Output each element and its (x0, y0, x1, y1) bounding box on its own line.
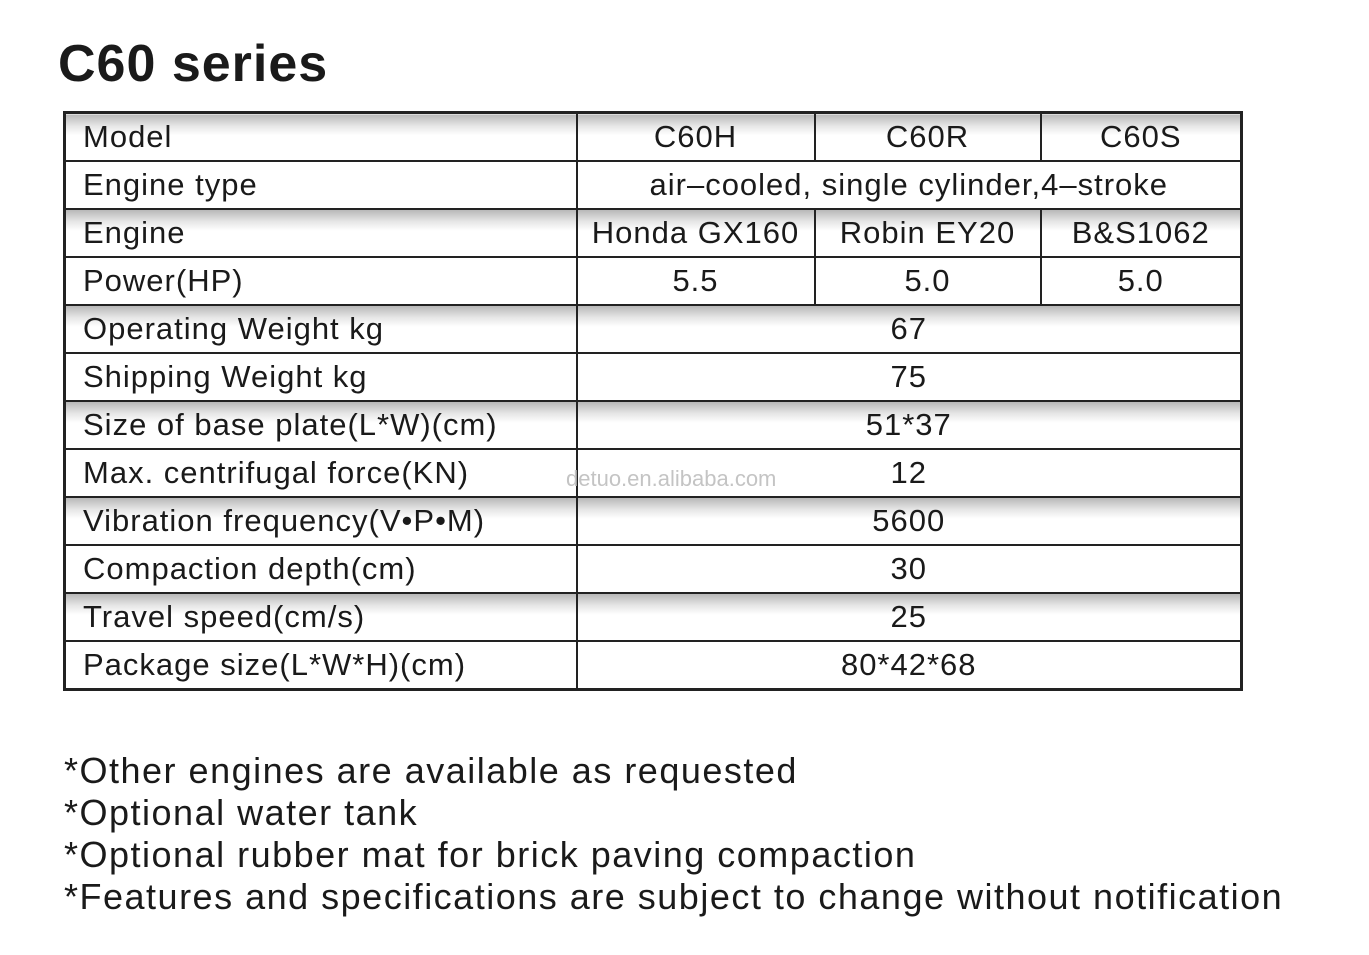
row-value: 67 (577, 305, 1242, 353)
row-value: C60S (1041, 113, 1242, 162)
row-label: Max. centrifugal force(KN) (65, 449, 577, 497)
row-value: 5.0 (815, 257, 1041, 305)
table-row (65, 497, 1242, 545)
row-value: 25 (577, 593, 1242, 641)
row-label: Power(HP) (65, 257, 577, 305)
watermark: detuo.en.alibaba.com (566, 466, 777, 491)
row-value: 5.0 (1041, 257, 1242, 305)
note: *Other engines are available as requested (64, 750, 798, 791)
row-value: air–cooled, single cylinder,4–stroke (577, 161, 1242, 209)
table-row (65, 641, 1242, 690)
row-value: B&S1062 (1041, 209, 1242, 257)
row-value: 5600 (577, 497, 1242, 545)
table-row (65, 353, 1242, 401)
note: *Optional water tank (64, 792, 419, 833)
table-row (65, 161, 1242, 209)
row-label: Package size(L*W*H)(cm) (65, 641, 577, 690)
row-label: Vibration frequency(V•P•M) (65, 497, 577, 545)
row-value: 75 (577, 353, 1242, 401)
row-value: C60H (577, 113, 815, 162)
table-row (65, 209, 1242, 257)
row-label: Model (65, 113, 577, 162)
row-label: Operating Weight kg (65, 305, 577, 353)
row-value: 5.5 (577, 257, 815, 305)
row-value: Honda GX160 (577, 209, 815, 257)
row-value: 30 (577, 545, 1242, 593)
row-value: 80*42*68 (577, 641, 1242, 690)
row-label: Size of base plate(L*W)(cm) (65, 401, 577, 449)
page-title: C60 series (58, 35, 329, 93)
note: *Optional rubber mat for brick paving compaction (64, 834, 917, 875)
table-row (65, 257, 1242, 305)
spec-table (63, 111, 1243, 691)
row-label: Shipping Weight kg (65, 353, 577, 401)
row-value: Robin EY20 (815, 209, 1041, 257)
table-row (65, 401, 1242, 449)
table-row (65, 545, 1242, 593)
row-label: Engine (65, 209, 577, 257)
row-value: 51*37 (577, 401, 1242, 449)
row-value: C60R (815, 113, 1041, 162)
row-label: Engine type (65, 161, 577, 209)
table-row (65, 593, 1242, 641)
notes (64, 750, 1283, 918)
row-label: Travel speed(cm/s) (65, 593, 577, 641)
table-row (65, 305, 1242, 353)
row-value: 12 (577, 449, 1242, 497)
table-row (65, 113, 1242, 162)
row-label: Compaction depth(cm) (65, 545, 577, 593)
note: *Features and specifications are subject to change without notification (64, 876, 1284, 917)
